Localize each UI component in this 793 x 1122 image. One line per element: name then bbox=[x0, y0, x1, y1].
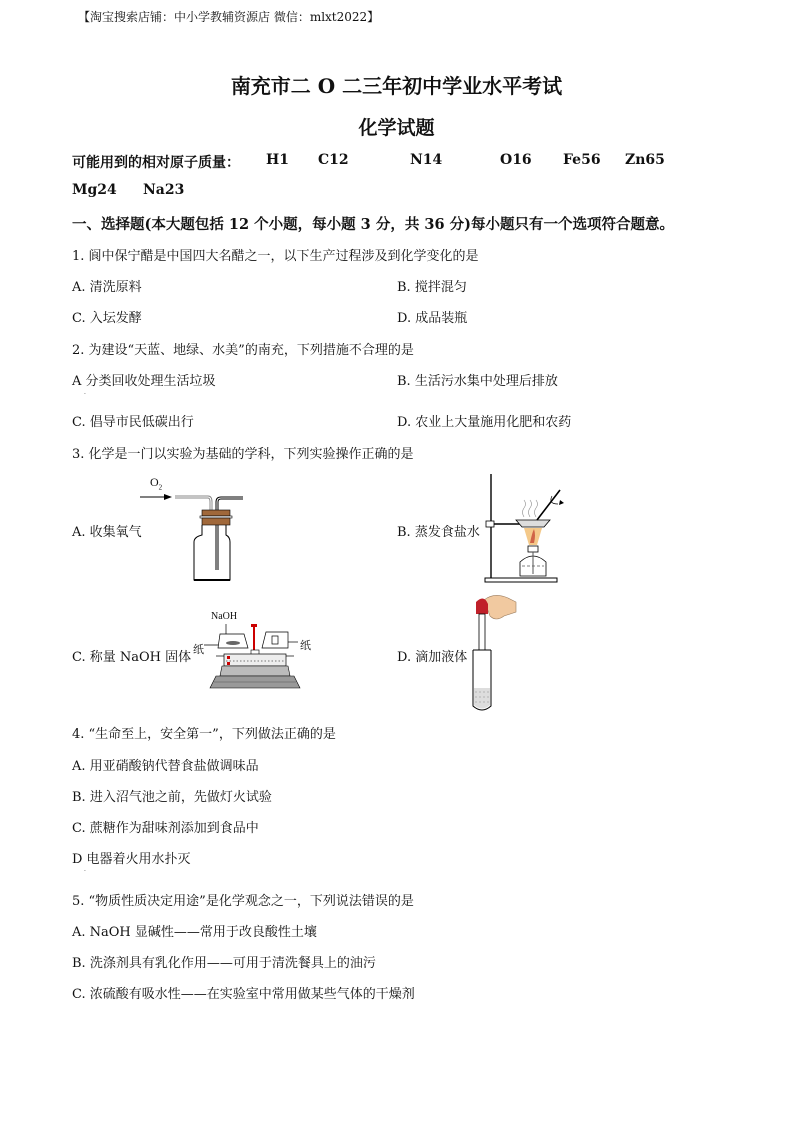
section-heading: 一、选择题(本大题包括 12 个小题，每小题 3 分，共 36 分)每小题只有一个选项符合题意。 bbox=[72, 216, 674, 233]
header-note: 【淘宝搜索店铺：中小学教辅资源店 微信：mlxt2022】 bbox=[78, 10, 380, 24]
question-stem: 2. 为建设“天蓝、地绿、水美”的南充，下列措施不合理的是 bbox=[72, 343, 414, 358]
mass-n: N14 bbox=[410, 152, 443, 168]
option-c: C. 倡导市民低碳出行 bbox=[72, 415, 194, 430]
question-stem: 3. 化学是一门以实验为基础的学科，下列实验操作正确的是 bbox=[72, 447, 414, 462]
option-b: B. 生活污水集中处理后排放 bbox=[397, 374, 558, 389]
mass-o: O16 bbox=[500, 152, 532, 168]
mass-fe: Fe56 bbox=[563, 152, 601, 168]
mass-mg: Mg24 bbox=[72, 182, 117, 198]
option-c: C. 入坛发酵 bbox=[72, 311, 142, 326]
option-b: B. 洗涤剂具有乳化作用——可用于清洗餐具上的油污 bbox=[72, 956, 376, 971]
exam-subtitle: 化学试题 bbox=[358, 117, 435, 139]
o2-label: $O_2$ bbox=[150, 475, 163, 492]
paper-left-label: 纸 bbox=[193, 643, 204, 656]
stray-dot: · bbox=[84, 391, 86, 398]
option-a: A. NaOH 显碱性——常用于改良酸性土壤 bbox=[72, 925, 317, 940]
mass-h: H1 bbox=[266, 152, 289, 168]
option-a: A. 清洗原料 bbox=[72, 280, 142, 295]
naoh-label: NaOH bbox=[211, 611, 238, 622]
mass-c: C12 bbox=[318, 152, 349, 168]
exam-title: 南充市二 O 二三年初中学业水平考试 bbox=[230, 74, 563, 98]
question-stem: 5. “物质性质决定用途”是化学观念之一，下列说法错误的是 bbox=[72, 894, 414, 909]
paper-right-label: 纸 bbox=[300, 639, 311, 652]
option-c: C. 浓硫酸有吸水性——在实验室中常用做某些气体的干燥剂 bbox=[72, 987, 415, 1002]
stray-dot: · bbox=[84, 868, 86, 875]
option-a: A. 收集氧气 bbox=[72, 525, 142, 540]
evaporation-setup-figure bbox=[480, 470, 576, 586]
option-c: C. 称量 NaOH 固体 bbox=[72, 650, 192, 665]
option-a: A 分类回收处理生活垃圾 bbox=[72, 374, 216, 389]
option-d: D. 滴加液体 bbox=[397, 650, 468, 665]
option-b: B. 进入沼气池之前，先做灯火试验 bbox=[72, 790, 272, 805]
mass-zn: Zn65 bbox=[625, 152, 665, 168]
atomic-mass-label: 可能用到的相对原子质量： bbox=[72, 155, 240, 171]
option-b: B. 搅拌混匀 bbox=[397, 280, 467, 295]
mass-na: Na23 bbox=[143, 182, 185, 198]
option-d: D. 成品装瓶 bbox=[397, 311, 468, 326]
option-c: C. 蔗糖作为甜味剂添加到食品中 bbox=[72, 821, 259, 836]
option-d: D. 农业上大量施用化肥和农药 bbox=[397, 415, 572, 430]
option-b: B. 蒸发食盐水 bbox=[397, 525, 480, 540]
question-stem: 4. “生命至上，安全第一”，下列做法正确的是 bbox=[72, 727, 336, 742]
option-a: A. 用亚硝酸钠代替食盐做调味品 bbox=[72, 759, 259, 774]
dropper-test-tube-figure bbox=[470, 592, 518, 714]
option-d: D 电器着火用水扑灭 bbox=[72, 852, 191, 867]
question-stem: 1. 阆中保宁醋是中国四大名醋之一，以下生产过程涉及到化学变化的是 bbox=[72, 249, 479, 264]
